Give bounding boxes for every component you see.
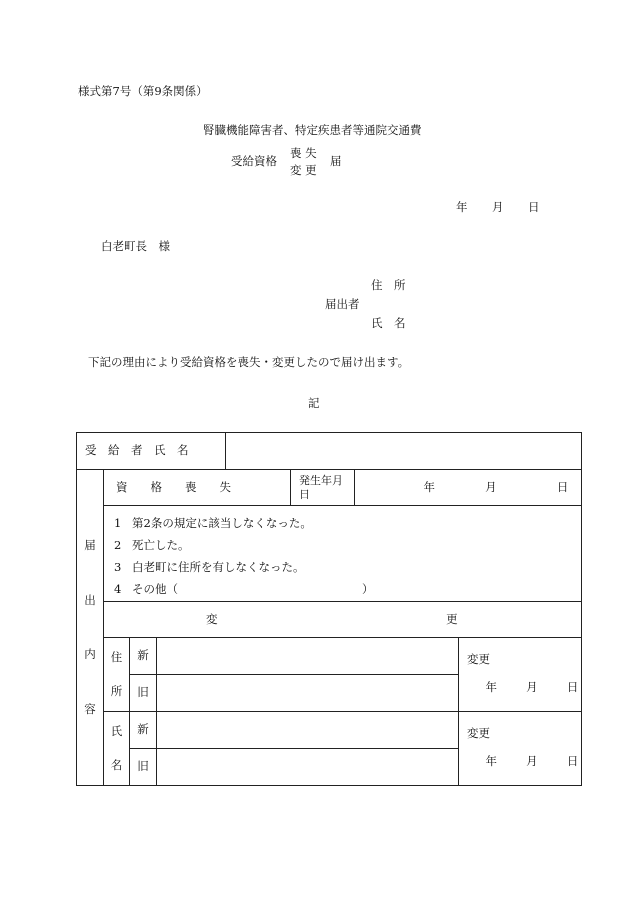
occurred-day: 日 bbox=[556, 479, 569, 494]
name-change-day: 日 bbox=[566, 753, 579, 768]
name-change-year: 年 bbox=[485, 753, 497, 768]
reason-item[interactable] bbox=[114, 512, 581, 534]
name-change-label-text: 変更 bbox=[467, 726, 490, 740]
name-change-date bbox=[459, 753, 581, 768]
form-number: 様式第7号（第9条関係） bbox=[78, 84, 208, 98]
name-old-field[interactable] bbox=[157, 749, 459, 786]
occurred-date-label bbox=[291, 470, 355, 506]
statement: 下記の理由により受給資格を喪失・変更したので届け出ます。 bbox=[88, 355, 410, 369]
recipient-name-label: 受 給 者 氏 名 bbox=[77, 433, 226, 470]
address-old-label: 旧 bbox=[130, 675, 157, 712]
recipient-name-field[interactable] bbox=[226, 433, 582, 470]
name-change-date-cell[interactable] bbox=[459, 712, 582, 786]
side-char-3: 内 bbox=[84, 647, 96, 661]
name-label: 氏 名 bbox=[371, 316, 406, 330]
reason-item[interactable] bbox=[114, 556, 581, 578]
name-change-label bbox=[104, 712, 130, 786]
ki-heading: 記 bbox=[308, 396, 320, 410]
title-prefix: 受給資格 bbox=[231, 154, 277, 168]
change-header-right: 更 bbox=[446, 611, 458, 626]
address-change-date-cell[interactable] bbox=[459, 638, 582, 712]
address-change-day: 日 bbox=[566, 679, 579, 694]
loss-label: 資 格 喪 失 bbox=[104, 470, 291, 506]
reason-number: 4 bbox=[114, 582, 122, 596]
reason-text: 死亡した。 bbox=[132, 538, 190, 552]
address-new-field[interactable] bbox=[157, 638, 459, 675]
side-char-4: 容 bbox=[84, 701, 96, 716]
reason-text: 第2条の規定に該当しなくなった。 bbox=[132, 516, 312, 530]
name-old-label: 旧 bbox=[130, 749, 157, 786]
form-title-line1: 腎臓機能障害者、特定疾患者等通院交通費 bbox=[203, 123, 422, 137]
side-label-notification-content bbox=[77, 470, 104, 786]
occurred-date-field[interactable] bbox=[355, 470, 582, 506]
name-char-1: 氏 bbox=[110, 724, 123, 738]
applicant-label: 届出者 bbox=[325, 297, 360, 311]
addressee: 白老町長 様 bbox=[101, 239, 170, 253]
reason-number: 2 bbox=[114, 538, 122, 552]
occurred-month: 月 bbox=[485, 479, 497, 494]
form-table bbox=[76, 432, 582, 786]
loss-reason-list bbox=[104, 506, 582, 602]
date-year: 年 bbox=[456, 200, 468, 214]
title-option-loss: 喪 失 bbox=[290, 146, 317, 160]
address-new-label: 新 bbox=[130, 638, 157, 675]
name-change-month: 月 bbox=[526, 753, 538, 768]
address-label: 住 所 bbox=[371, 278, 406, 292]
reason-text: 白老町に住所を有しなくなった。 bbox=[132, 560, 305, 574]
reason-item[interactable] bbox=[114, 534, 581, 556]
title-suffix: 届 bbox=[330, 154, 342, 168]
name-char-2: 名 bbox=[110, 757, 123, 772]
address-change-label-text: 変更 bbox=[467, 652, 490, 666]
date-day: 日 bbox=[528, 200, 540, 214]
occurred-date-label-line1: 発生年月 bbox=[299, 473, 343, 487]
side-char-2: 出 bbox=[84, 592, 96, 607]
address-change-month: 月 bbox=[526, 679, 538, 694]
address-change-label bbox=[104, 638, 130, 712]
side-char-1: 届 bbox=[84, 538, 96, 552]
reason-item[interactable] bbox=[114, 578, 581, 600]
name-new-field[interactable] bbox=[157, 712, 459, 749]
reason-number: 1 bbox=[114, 516, 122, 530]
title-option-change: 変 更 bbox=[290, 163, 317, 177]
address-old-field[interactable] bbox=[157, 675, 459, 712]
address-change-year: 年 bbox=[485, 679, 497, 694]
occurred-year: 年 bbox=[423, 479, 435, 494]
address-char-1: 住 bbox=[110, 650, 123, 664]
reason-text: その他（ ） bbox=[132, 582, 374, 596]
change-header bbox=[104, 602, 582, 638]
address-char-2: 所 bbox=[110, 683, 123, 698]
occurred-date-label-line2: 日 bbox=[299, 487, 310, 501]
change-header-left: 変 bbox=[206, 611, 218, 626]
reason-number: 3 bbox=[114, 560, 122, 574]
name-new-label: 新 bbox=[130, 712, 157, 749]
date-month: 月 bbox=[492, 200, 504, 214]
address-change-date bbox=[459, 679, 581, 694]
